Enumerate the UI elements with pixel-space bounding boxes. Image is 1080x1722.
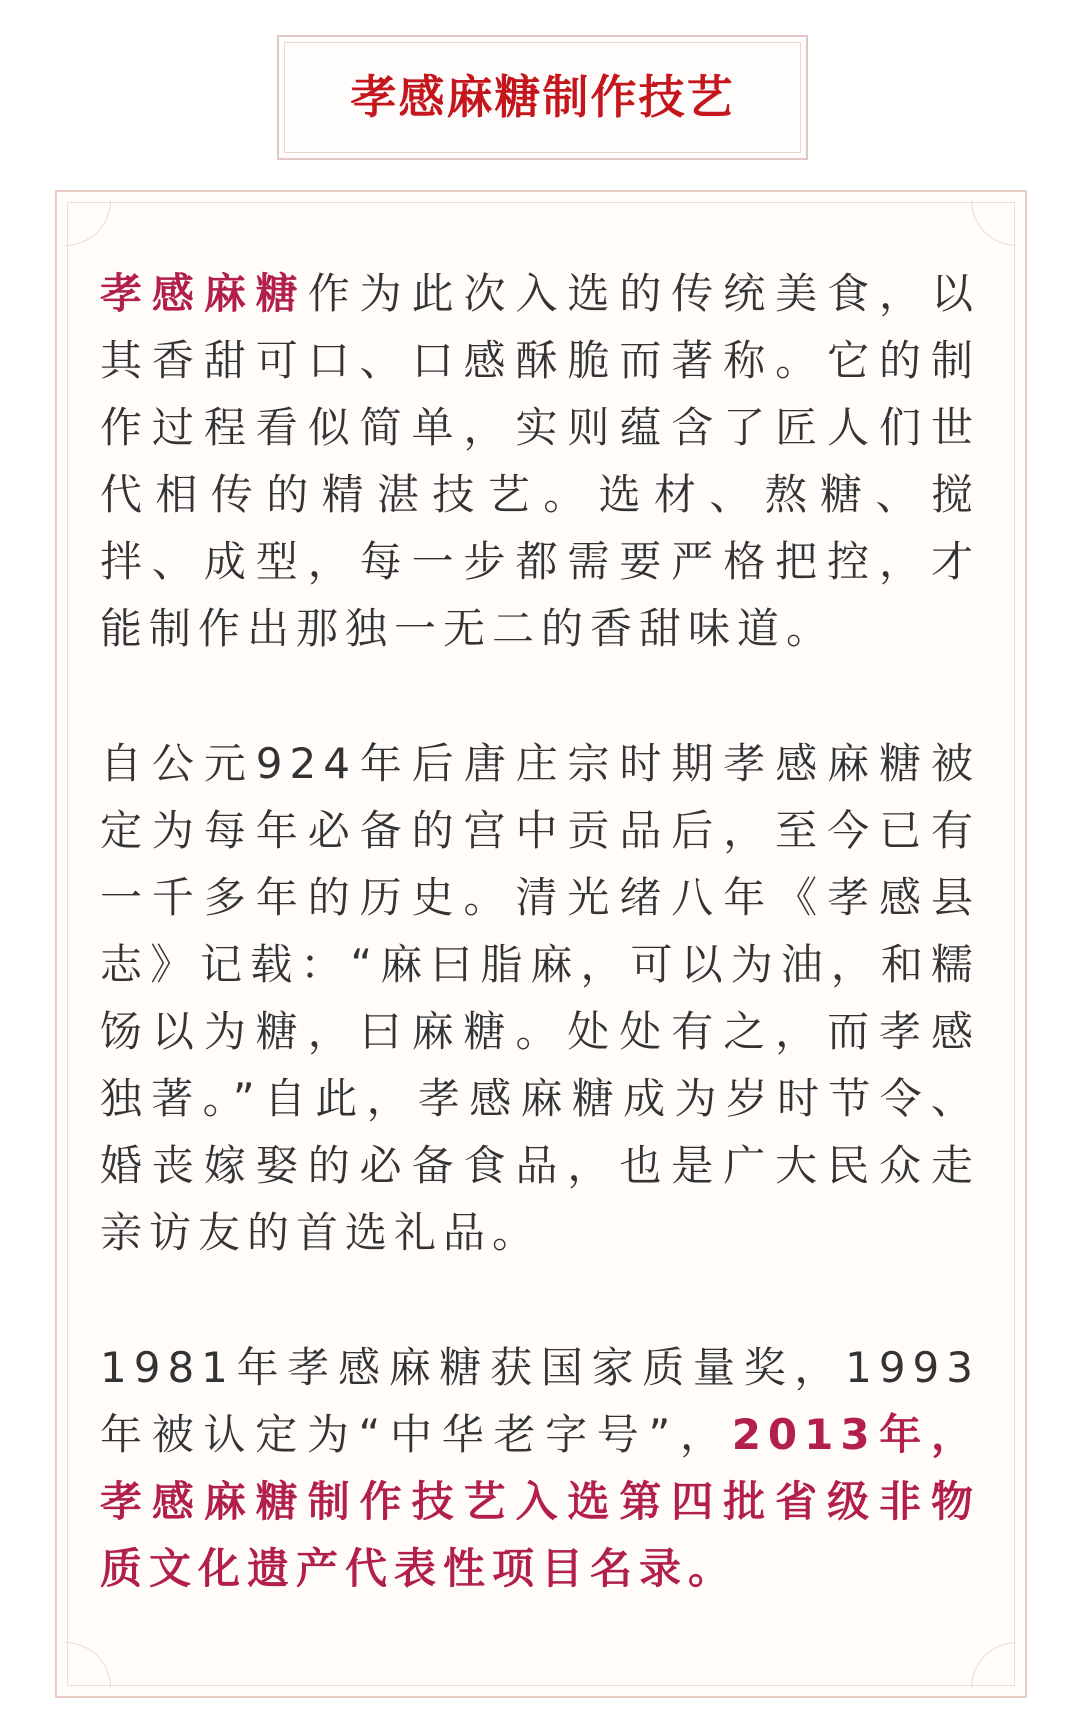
paragraph-intro-text: 作为此次入选的传统美食，以其香甜可口、口感酥脆而著称。它的制作过程看似简单，实则蕴含了匠人们世代相传的精湛技艺。选材、熬糖、搅拌、成型，每一步都需要严格把控，才能制作出那独一无二的香甜味道。 xyxy=(100,269,980,653)
highlight-heritage: 2013年，孝感麻糖制作技艺入选第四批省级非物质文化遗产代表性项目名录。 xyxy=(100,1410,980,1593)
paragraph-awards xyxy=(100,1334,980,1602)
article-body xyxy=(100,260,980,1670)
highlight-name: 孝感麻糖 xyxy=(100,269,308,318)
paragraph-awards-text: 1981年孝感麻糖获国家质量奖，1993年被认定为“中华老字号”， xyxy=(100,1343,980,1459)
paragraph-intro xyxy=(100,260,980,662)
paragraph-history xyxy=(100,730,980,1266)
title-banner xyxy=(277,35,808,160)
page-title: 孝感麻糖制作技艺 xyxy=(350,70,735,124)
paragraph-history-text: 自公元924年后唐庄宗时期孝感麻糖被定为每年必备的宫中贡品后，至今已有一千多年的历史。清光绪八年《孝感县志》记载：“麻曰脂麻，可以为油，和糯饧以为糖，曰麻糖。处处有之，而孝感独著。”自此，孝感麻糖成为岁时节令、婚丧嫁娶的必备食品，也是广大民众走亲访友的首选礼品。 xyxy=(100,739,980,1257)
